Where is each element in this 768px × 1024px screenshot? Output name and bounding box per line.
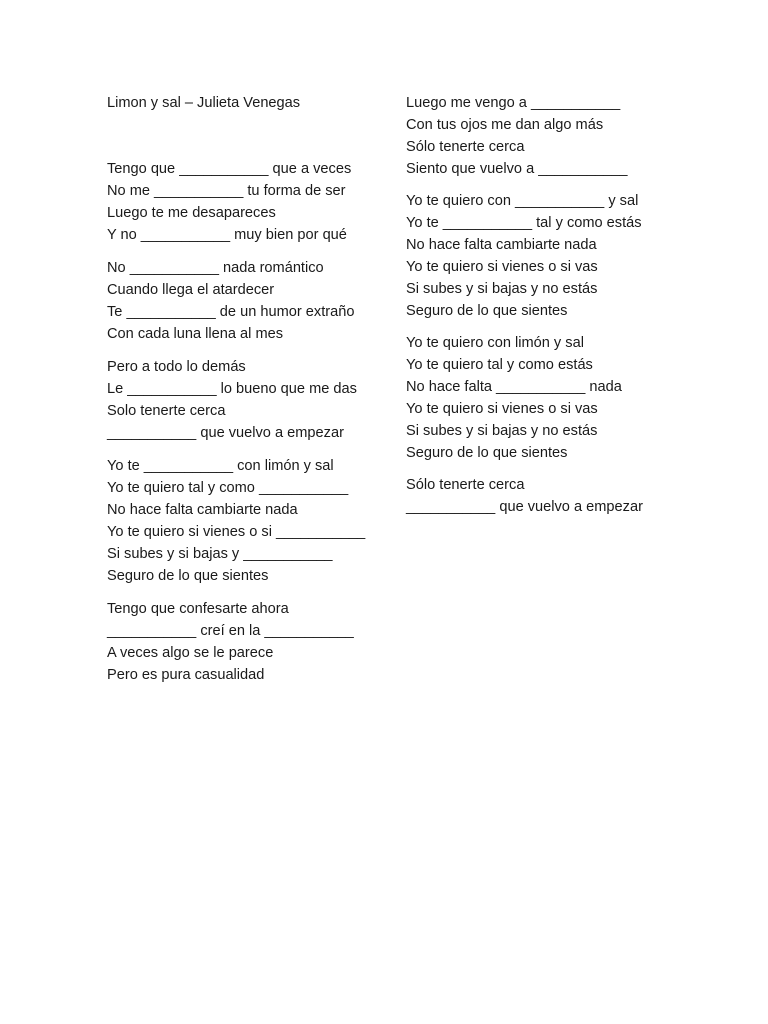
lyric-line: Y no ___________ muy bien por qué — [107, 227, 347, 243]
lyric-line: Yo te quiero si vienes o si vas — [406, 401, 598, 417]
lyric-line: Cuando llega el atardecer — [107, 282, 275, 298]
lyric-line: Pero a todo lo demás — [107, 359, 246, 375]
stanza — [406, 92, 681, 180]
right-column — [406, 92, 681, 528]
lyric-line: Le ___________ lo bueno que me das — [107, 381, 357, 397]
lyric-line: Yo te quiero con limón y sal — [406, 335, 584, 351]
lyric-line: No me ___________ tu forma de ser — [107, 183, 346, 199]
lyric-line: Luego me vengo a ___________ — [406, 95, 621, 111]
lyric-line: A veces algo se le parece — [107, 645, 274, 661]
lyric-line: Te ___________ de un humor extraño — [107, 304, 355, 320]
lyric-line: Luego te me desapareces — [107, 205, 276, 221]
left-column — [107, 92, 369, 697]
stanza — [107, 455, 369, 587]
lyric-line: No ___________ nada romántico — [107, 260, 324, 276]
stanza — [107, 356, 369, 444]
lyric-line: Seguro de lo que sientes — [406, 303, 568, 319]
lyric-line: ___________ que vuelvo a empezar — [406, 499, 643, 515]
lyric-line: Si subes y si bajas y ___________ — [107, 546, 333, 562]
left-stanzas — [107, 158, 369, 686]
stanza — [107, 257, 369, 345]
stanza — [107, 598, 369, 686]
stanza — [107, 158, 369, 246]
lyric-line: Tengo que confesarte ahora — [107, 601, 289, 617]
lyric-line: No hace falta cambiarte nada — [107, 502, 298, 518]
lyric-line: Con tus ojos me dan algo más — [406, 117, 604, 133]
right-stanzas — [406, 92, 681, 518]
lyric-line: ___________ que vuelvo a empezar — [107, 425, 344, 441]
lyric-line: Yo te quiero con ___________ y sal — [406, 193, 639, 209]
lyric-line: Si subes y si bajas y no estás — [406, 423, 598, 439]
lyric-line: Yo te quiero tal y como ___________ — [107, 480, 349, 496]
lyric-line: Sólo tenerte cerca — [406, 139, 525, 155]
lyric-line: No hace falta ___________ nada — [406, 379, 622, 395]
lyric-line: Yo te quiero si vienes o si ___________ — [107, 524, 366, 540]
stanza — [406, 190, 681, 322]
stanza — [406, 474, 681, 518]
lyric-line: Pero es pura casualidad — [107, 667, 265, 683]
lyric-line: Sólo tenerte cerca — [406, 477, 525, 493]
lyric-line: Seguro de lo que sientes — [406, 445, 568, 461]
lyric-line: Yo te quiero tal y como estás — [406, 357, 593, 373]
lyric-line: Yo te ___________ tal y como estás — [406, 215, 642, 231]
lyric-line: Si subes y si bajas y no estás — [406, 281, 598, 297]
lyric-line: No hace falta cambiarte nada — [406, 237, 597, 253]
lyric-line: ___________ creí en la ___________ — [107, 623, 354, 639]
song-title: Limon y sal – Julieta Venegas — [107, 95, 301, 111]
lyric-line: Seguro de lo que sientes — [107, 568, 269, 584]
lyric-line: Solo tenerte cerca — [107, 403, 226, 419]
stanza — [406, 332, 681, 464]
lyric-line: Yo te ___________ con limón y sal — [107, 458, 334, 474]
lyric-line: Yo te quiero si vienes o si vas — [406, 259, 598, 275]
lyric-line: Con cada luna llena al mes — [107, 326, 284, 342]
lyric-line: Tengo que ___________ que a veces — [107, 161, 352, 177]
lyric-line: Siento que vuelvo a ___________ — [406, 161, 628, 177]
